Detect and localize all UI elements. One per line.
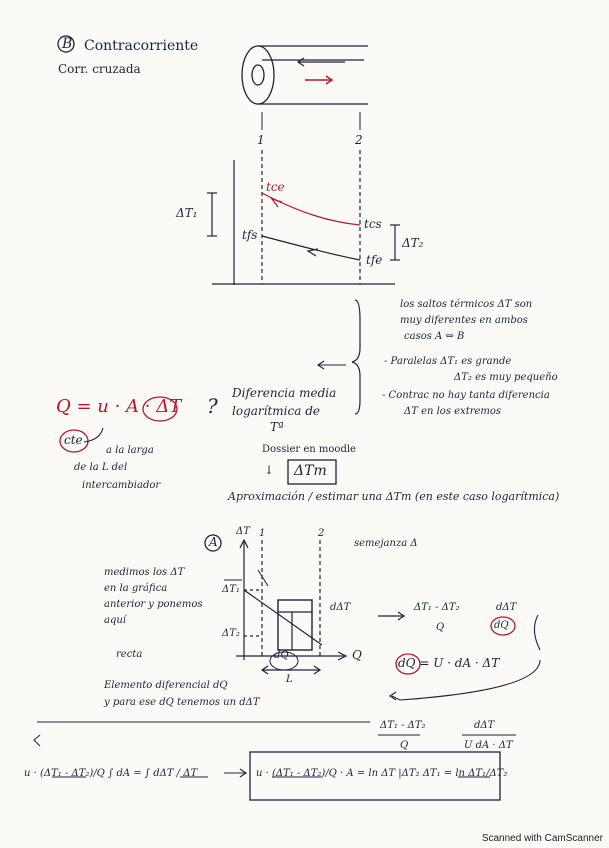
cte-note-2: de la L del (74, 462, 128, 473)
pipe-label-1: 1 (257, 133, 265, 147)
label-dt1: ΔT₁ (176, 206, 198, 220)
label-dt2: ΔT₂ (402, 236, 424, 250)
label-tcs: tcs (364, 217, 382, 231)
cte-note-3: intercambiador (82, 480, 161, 491)
dq-equation: dQ = U · dA · ΔT (398, 656, 500, 670)
graph-a-dq: dQ (274, 650, 289, 661)
ratio1-num: ΔT₁ - ΔT₂ (414, 602, 460, 613)
graph-a-ddt: dΔT (330, 602, 351, 613)
axis-x-label: Q (352, 648, 362, 662)
aprox-note: Aproximación / estimar una ΔTm (en este caso logarítmica) (228, 490, 560, 503)
note-saltos-3: casos A ⇔ B (404, 331, 465, 342)
note-paralelas-1: - Paralelas ΔT₁ es grande (384, 356, 512, 367)
medimos-3: anterior y ponemos (104, 599, 203, 610)
note-saltos-1: los saltos térmicos ΔT son (400, 299, 533, 310)
label-tfe: tfe (366, 253, 383, 267)
ratio2-rhs-den: U dA · ΔT (464, 740, 513, 751)
notes-brace (352, 300, 360, 414)
pipe-drawing (242, 46, 368, 104)
ratio1-rhs-num: dΔT (496, 602, 517, 613)
integral-left: u · (ΔT₁ - ΔT₂)/Q ∫ dA = ∫ dΔT / ΔT (24, 768, 198, 779)
media-3: Tª (270, 420, 284, 434)
note-saltos-2: muy diferentes en ambos (400, 315, 528, 326)
note-contrac-1: - Contrac no hay tanta diferencia (382, 390, 550, 401)
ratio1-den: Q (436, 622, 445, 633)
dossier-note: Dossier en moodle (262, 444, 356, 455)
section-a-letter: A (209, 535, 218, 549)
media-2: logarítmica de (232, 404, 320, 418)
ratio2-den: Q (400, 740, 409, 751)
ratio2-num: ΔT₁ - ΔT₂ (380, 720, 426, 731)
elemento-1: Elemento diferencial dQ (104, 680, 228, 691)
media-1: Diferencia media (232, 386, 337, 400)
elemento-2: y para ese dQ tenemos un dΔT (104, 697, 260, 708)
ratio1-rhs-den: dQ (494, 620, 509, 631)
axis-y-label: ΔT (236, 526, 250, 537)
pipe-label-2: 2 (355, 133, 363, 147)
down-arrow: ↓ (264, 463, 275, 477)
semejanza-note: semejanza Δ (354, 538, 418, 549)
equation-q: Q = u · A · ΔT (56, 396, 182, 417)
dtm-label: ΔTm (294, 463, 327, 479)
ratio2-rhs-num: dΔT (474, 720, 495, 731)
cte-note-1: a la larga (106, 445, 154, 456)
recta-label: recta (116, 649, 143, 660)
graph-a-l: L (286, 674, 293, 685)
graph-a-label-2: 2 (318, 528, 325, 539)
section-b-letter: B (62, 36, 73, 52)
label-tce: tce (266, 180, 285, 194)
graph-a-dt1: ΔT₁ (222, 584, 240, 595)
scanner-stamp: Scanned with CamScanner (481, 833, 603, 844)
graph-a-dt2: ΔT₂ (222, 628, 240, 639)
integral-result: u · (ΔT₁ - ΔT₂)/Q · A = ln ΔT |ΔT₂ ΔT₁ = ln ΔT₁/ΔT₂ (256, 768, 508, 779)
medimos-4: aquí (104, 615, 127, 626)
label-tfs: tfs (242, 228, 258, 242)
graph-a-label-1: 1 (259, 528, 266, 539)
medimos-2: en la gráfica (104, 583, 168, 594)
section-b-subtitle: Corr. cruzada (58, 62, 141, 76)
cte-label: cte (64, 433, 83, 447)
note-paralelas-2: ΔT₂ es muy pequeño (454, 372, 558, 383)
medimos-1: medimos los ΔT (104, 567, 185, 578)
section-b-title: Contracorriente (84, 38, 199, 54)
note-contrac-2: ΔT en los extremos (404, 406, 502, 417)
question-mark: ? (207, 394, 218, 418)
